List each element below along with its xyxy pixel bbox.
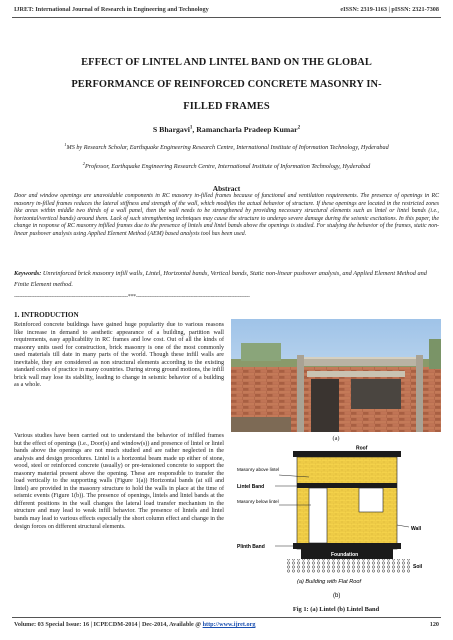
- affiliation-text: Professor, Earthquake Engineering Research Centre, International Institute of Information Technology, Hyderabad: [85, 163, 371, 171]
- author-sup: 2: [297, 125, 301, 131]
- title-line: EFFECT OF LINTEL AND LINTEL BAND ON THE GLOBAL: [81, 57, 372, 68]
- separator-line: -------------------------------------------------------------------***-------------------------------------------------------------------: [14, 294, 250, 300]
- journal-link[interactable]: http://www.ijret.org: [202, 621, 256, 628]
- abstract-text: Door and window openings are unavoidable components in RC masonry in-filled frames because of functional and ventilation requirements. The presence of openings in RC masonry in-filled frames reduces the lateral stiffness and strength of the wall, which modifies the actual behavior of structure. If these openings are located in the restricted zones like areas within middle two thirds of a wall panel, then the wall needs to be strengthened by providing necessary structural elements such as lintel or lintel bands (i.e., horizontal/vertical bands) around them. Lack of such strengthening techniques may cause the structure to undergo severe damage during the seismic excitations. In this paper, the change in response of RC masonry infilled frames due to the presence of lintels and lintel bands above the openings is studied. For studying the behavior of the frames, static non-linear pushover analysis using Applied Element Method (AEM) based analysis tool has been used.: [14, 193, 439, 237]
- author-sup: 1: [189, 125, 193, 131]
- affiliation-sup: 2: [82, 161, 86, 166]
- keywords-label: Keywords:: [14, 270, 42, 277]
- masonry-above-label: Masonry above lintel: [237, 467, 280, 472]
- author-name: Ramancharla Pradeep Kumar: [196, 125, 298, 134]
- footer-issue: Volume: 03 Special Issue: 16 | ICPECDM-2014 | Dec-2014, Available @: [14, 621, 203, 628]
- affiliation-text: MS by Research Scholar, Earthquake Engineering Research Centre, International Institute of Information Technology, Hyderabad: [66, 144, 389, 152]
- lintel-band-diagram: [231, 445, 441, 600]
- abstract-heading: Abstract: [212, 184, 241, 193]
- footer-rule: [12, 617, 441, 618]
- wall-label: Wall: [411, 526, 422, 532]
- page-number: 120: [429, 621, 439, 628]
- affiliation-sup: 1: [64, 142, 67, 147]
- body-paragraph: Reinforced concrete buildings have gained huge popularity due to various reasons like increase in demand to aesthetic appearance of a building, partition wall requirements, easy applicability in RC frames and low cost. Out of all the kinds of masonry units used for construction, brick masonry is one of the most commonly used materials till date in many parts of the world. Though these infill walls are inevitable, they are considered as non structural elements according to the existing standard codes of practice in many countries. During strong ground motions, the infill brick wall may lose its stability, leading to change in seismic behavior of a building as a whole.: [14, 322, 224, 389]
- keywords: [14, 268, 439, 290]
- affiliation: [22, 141, 431, 152]
- soil-label: Soil: [413, 564, 423, 570]
- journal-header: [14, 6, 439, 13]
- header-rule: [12, 17, 441, 18]
- masonry-below-label: Masonry below lintel: [237, 499, 279, 504]
- paper-title: [20, 52, 433, 118]
- section-heading: 1. INTRODUCTION: [14, 311, 79, 319]
- author-name: S Bhargavi: [152, 125, 190, 134]
- foundation-label: Foundation: [331, 552, 359, 558]
- affiliation: [22, 160, 431, 171]
- roof-label: Roof: [356, 445, 368, 452]
- journal-name: IJRET: International Journal of Research in Engineering and Technology: [14, 6, 209, 13]
- subfigure-label: (b): [333, 593, 341, 599]
- diagram-subtitle: (a) Building with Flat Roof: [297, 579, 362, 585]
- journal-issn: eISSN: 2319-1163 | pISSN: 2321-7308: [340, 6, 439, 13]
- subfigure-label: (a): [332, 435, 340, 442]
- body-paragraph: Various studies have been carried out to understand the behavior of infilled frames but the effect of openings (i.e., Door(s) and window(s)) and presence of lintel or lintel bands above the openings are not much studied and are rather neglected in the analysis and design procedures. Lintel is a horizontal beam made up either of stone, wood, steel or reinforced concrete (usually) or pre-tensioned concrete to support the masonry material present above the opening. These are responsible to transfer the load vertically to the supporting walls (Figure 1(a)) Horizontal bands (at sill and lintel) are provided in the masonry structure to hold the walls in place at the time of seismic events (Figure 1(b)). The presence of openings, lintels and lintel bands at the different positions in the wall changes the lateral load transfer mechanism in the structure and may lead to weak infill behavior. The presence of lintels and lintel bands may lead to various effects especially the short column effect and change in the design forces on different structural elements.: [14, 433, 224, 530]
- lintel-band-label: Lintel Band: [237, 484, 265, 490]
- journal-footer: [14, 621, 439, 628]
- author-separator: ,: [192, 125, 197, 134]
- figure-caption: Fig 1: (a) Lintel (b) Lintel Band: [292, 606, 380, 613]
- title-line: FILLED FRAMES: [183, 101, 270, 112]
- keywords-text: Unreinforced brick masonry infill walls, Lintel, Horizontal bands, Vertical bands, Static non-linear pushover analysis, and Applied Element Method and Finite Element method.: [14, 270, 427, 288]
- plinth-band-label: Plinth Band: [237, 544, 265, 550]
- author-list: [10, 125, 443, 134]
- lintel-photo: [231, 319, 441, 432]
- title-line: PERFORMANCE OF REINFORCED CONCRETE MASONRY IN-: [71, 79, 382, 90]
